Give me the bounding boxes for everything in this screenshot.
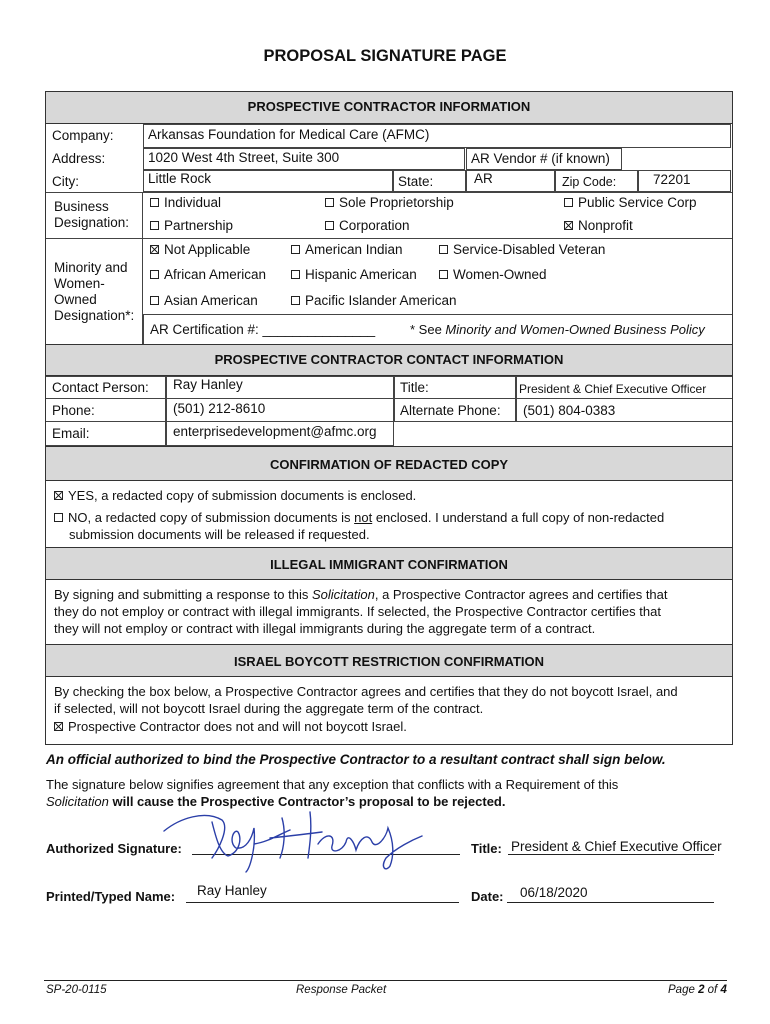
company-value: Arkansas Foundation for Medical Care (AFMC) bbox=[148, 127, 430, 142]
current-page: 2 bbox=[698, 984, 705, 996]
footer-page-number bbox=[668, 984, 727, 996]
checkbox-individual[interactable] bbox=[150, 195, 221, 210]
checked-box-icon bbox=[54, 722, 63, 731]
checkbox-service-disabled-veteran[interactable] bbox=[439, 242, 605, 257]
checkbox-icon bbox=[150, 198, 159, 207]
contact-person-value: Ray Hanley bbox=[173, 377, 243, 392]
zip-value: 72201 bbox=[653, 172, 691, 187]
checkbox-american-indian[interactable] bbox=[291, 242, 403, 257]
option-label: Sole Proprietorship bbox=[339, 195, 454, 210]
checkbox-hispanic-american[interactable] bbox=[291, 267, 417, 282]
redacted-no-option[interactable] bbox=[54, 509, 664, 526]
option-label: Nonprofit bbox=[578, 218, 633, 233]
option-label: YES, a redacted copy of submission documents is enclosed. bbox=[68, 488, 417, 503]
text: , a Prospective Contractor agrees and certifies that bbox=[374, 587, 668, 602]
section-title: ILLEGAL IMMIGRANT CONFIRMATION bbox=[270, 557, 508, 572]
checkbox-icon bbox=[564, 198, 573, 207]
state-label: State: bbox=[398, 174, 434, 189]
proposal-form bbox=[45, 91, 733, 745]
note-prefix: * See bbox=[410, 322, 446, 337]
checkbox-icon bbox=[150, 221, 159, 230]
checkbox-icon bbox=[291, 296, 300, 305]
section-title: ISRAEL BOYCOTT RESTRICTION CONFIRMATION bbox=[233, 654, 545, 669]
business-label-1: Business bbox=[54, 199, 109, 214]
checkbox-icon bbox=[150, 270, 159, 279]
title-label: Title: bbox=[471, 841, 502, 856]
minority-label-3: Owned bbox=[54, 292, 97, 307]
section-header-contractor-info bbox=[46, 92, 732, 124]
date-line bbox=[507, 902, 714, 903]
total-pages: 4 bbox=[720, 984, 727, 996]
contact-title-value: President & Chief Executive Officer bbox=[519, 382, 707, 396]
checkbox-icon bbox=[291, 245, 300, 254]
address-label: Address: bbox=[52, 151, 106, 166]
printed-name-label: Printed/Typed Name: bbox=[46, 889, 176, 904]
checkbox-icon bbox=[439, 270, 448, 279]
redacted-no-continuation: submission documents will be released if requested. bbox=[69, 527, 370, 542]
minority-label-1: Minority and bbox=[54, 260, 128, 275]
checkbox-not-applicable[interactable] bbox=[150, 242, 250, 257]
handwritten-signature bbox=[150, 798, 440, 878]
option-label: Public Service Corp bbox=[578, 195, 697, 210]
option-label: Hispanic American bbox=[305, 267, 417, 282]
section-header-israel-boycott bbox=[46, 644, 732, 677]
page-prefix: Page bbox=[668, 984, 699, 996]
option-label: Corporation bbox=[339, 218, 410, 233]
minority-label-2: Women- bbox=[54, 276, 105, 291]
policy-reference: Minority and Women-Owned Business Policy bbox=[445, 322, 705, 337]
contact-person-label: Contact Person: bbox=[52, 380, 149, 395]
title-line bbox=[508, 854, 714, 855]
printed-name-line bbox=[186, 902, 459, 903]
immigrant-line-1 bbox=[54, 586, 668, 603]
option-label: Asian American bbox=[164, 293, 258, 308]
checkbox-icon bbox=[54, 513, 63, 522]
checkbox-icon bbox=[150, 296, 159, 305]
zip-label: Zip Code: bbox=[562, 175, 617, 189]
checkbox-sole-proprietorship[interactable] bbox=[325, 195, 454, 210]
option-label-cont: enclosed. I understand a full copy of non-redacted bbox=[372, 510, 665, 525]
option-label: Not Applicable bbox=[164, 242, 251, 257]
footer-rule bbox=[44, 980, 727, 981]
checkbox-corporation[interactable] bbox=[325, 218, 410, 233]
company-label: Company: bbox=[52, 128, 114, 143]
city-label: City: bbox=[52, 174, 79, 189]
state-value: AR bbox=[474, 171, 493, 186]
minority-label-4: Designation*: bbox=[54, 308, 135, 323]
checkbox-asian-american[interactable] bbox=[150, 293, 258, 308]
israel-boycott-checkbox[interactable] bbox=[54, 718, 407, 735]
emphasis-not: not bbox=[354, 510, 373, 525]
option-label: Service-Disabled Veteran bbox=[453, 242, 606, 257]
certification-note bbox=[410, 322, 705, 337]
israel-line-2: if selected, will not boycott Israel during the aggregate term of the contract. bbox=[54, 701, 484, 716]
option-label: Individual bbox=[164, 195, 222, 210]
city-value: Little Rock bbox=[148, 171, 212, 186]
checkbox-icon bbox=[325, 221, 334, 230]
printed-name-value[interactable]: Ray Hanley bbox=[197, 883, 267, 898]
section-title: PROSPECTIVE CONTRACTOR INFORMATION bbox=[247, 99, 531, 114]
option-label: American Indian bbox=[305, 242, 403, 257]
section-header-contact-info bbox=[46, 344, 732, 376]
checkbox-nonprofit[interactable] bbox=[564, 218, 633, 233]
checkbox-partnership[interactable] bbox=[150, 218, 233, 233]
redacted-yes-option[interactable] bbox=[54, 487, 416, 504]
section-title: PROSPECTIVE CONTRACTOR CONTACT INFORMATION bbox=[214, 352, 564, 367]
alt-phone-label: Alternate Phone: bbox=[400, 403, 501, 418]
option-label: NO, a redacted copy of submission documents is bbox=[68, 510, 355, 525]
option-label: Women-Owned bbox=[453, 267, 547, 282]
rejection-warning: will cause the Prospective Contractor’s proposal to be rejected. bbox=[108, 794, 506, 809]
email-value: enterprisedevelopment@afmc.org bbox=[173, 424, 377, 439]
checkbox-african-american[interactable] bbox=[150, 267, 266, 282]
checkbox-public-service-corp[interactable] bbox=[564, 195, 697, 210]
alt-phone-value: (501) 804-0383 bbox=[523, 403, 616, 418]
phone-label: Phone: bbox=[52, 403, 95, 418]
option-label: Partnership bbox=[164, 218, 234, 233]
vendor-field[interactable] bbox=[466, 148, 622, 170]
date-value[interactable]: 06/18/2020 bbox=[520, 885, 588, 900]
email-label: Email: bbox=[52, 426, 90, 441]
checkbox-pacific-islander-american[interactable] bbox=[291, 293, 457, 308]
immigrant-line-3: they will not employ or contract with illegal immigrants during the aggregate term of a contract. bbox=[54, 621, 596, 636]
page-of: of bbox=[704, 984, 721, 996]
date-label: Date: bbox=[471, 889, 504, 904]
checkbox-icon bbox=[325, 198, 334, 207]
checked-box-icon bbox=[150, 245, 159, 254]
section-header-illegal-immigrant bbox=[46, 547, 732, 580]
option-label: Prospective Contractor does not and will not boycott Israel. bbox=[68, 719, 407, 734]
address-value: 1020 West 4th Street, Suite 300 bbox=[148, 150, 340, 165]
certification-field[interactable]: AR Certification #: _______________ bbox=[150, 322, 376, 337]
contact-title-label: Title: bbox=[400, 380, 429, 395]
section-header-redacted-copy bbox=[46, 446, 732, 481]
vendor-label: AR Vendor # (if known) bbox=[471, 151, 610, 166]
signature-note-line-1: The signature below signifies agreement that any exception that conflicts with a Requirement of this bbox=[46, 777, 619, 792]
official-statement: An official authorized to bind the Prospective Contractor to a resultant contract shall sign below. bbox=[46, 752, 666, 767]
section-title: CONFIRMATION OF REDACTED COPY bbox=[269, 457, 509, 472]
checkbox-icon bbox=[291, 270, 300, 279]
solicitation-term: Solicitation bbox=[46, 794, 109, 809]
israel-line-1: By checking the box below, a Prospective Contractor agrees and certifies that they do not boycott Israel, and bbox=[54, 684, 678, 699]
phone-value: (501) 212-8610 bbox=[173, 401, 266, 416]
footer-title: Response Packet bbox=[296, 984, 387, 996]
business-label-2: Designation: bbox=[54, 215, 130, 230]
checkbox-women-owned[interactable] bbox=[439, 267, 547, 282]
immigrant-line-2: they do not employ or contract with illegal immigrants. If selected, the Prospective Contractor certifies that bbox=[54, 604, 661, 619]
checkbox-icon bbox=[439, 245, 448, 254]
footer-document-id: SP-20-0115 bbox=[46, 984, 107, 996]
option-label: Pacific Islander American bbox=[305, 293, 457, 308]
authorized-signature-label: Authorized Signature: bbox=[46, 841, 182, 856]
title-value[interactable]: President & Chief Executive Officer bbox=[511, 839, 722, 854]
solicitation-term: Solicitation bbox=[311, 587, 375, 602]
page-title: PROPOSAL SIGNATURE PAGE bbox=[263, 47, 507, 65]
text: By signing and submitting a response to this bbox=[54, 587, 312, 602]
option-label: African American bbox=[164, 267, 267, 282]
checked-box-icon bbox=[564, 221, 573, 230]
checked-box-icon bbox=[54, 491, 63, 500]
